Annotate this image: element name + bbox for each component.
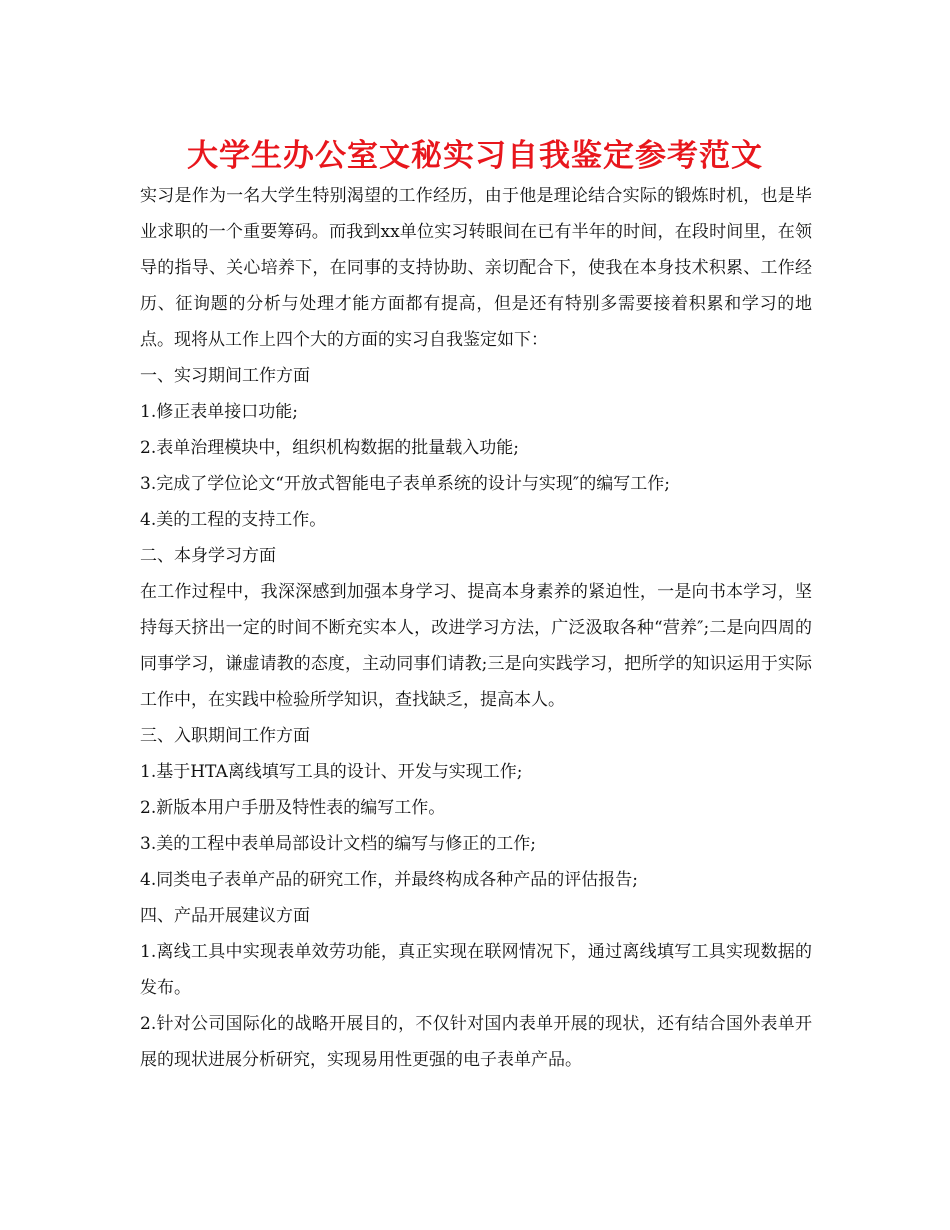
body-paragraph: 在工作过程中，我深深感到加强本身学习、提高本身素养的紧迫性，一是向书本学习，坚持每天挤出一定的时间不断充实本人，改进学习方法，广泛汲取各种“营养″;二是向四周的同事学习，谦虚请教的态度，主动同事们请教;三是向实践学习，把所学的知识运用于实际工作中，在实践中检验所学知识，查找缺乏，提高本人。 xyxy=(140,582,812,710)
section-heading-4: 四、产品开展建议方面 xyxy=(140,906,310,926)
list-item: 1.基于HTA离线填写工具的设计、开发与实现工作; xyxy=(140,762,523,782)
intro-paragraph: 实习是作为一名大学生特别渴望的工作经历，由于他是理论结合实际的锻炼时机，也是毕业求职的一个重要筹码。而我到xx单位实习转眼间在已有半年的时间，在段时间里，在领导的指导、关心培养下，在同事的支持协助、亲切配合下，使我在本身技术积累、工作经历、征询题的分析与处理才能方面都有提高，但是还有特别多需要接着积累和学习的地点。现将从工作上四个大的方面的实习自我鉴定如下： xyxy=(140,186,812,350)
document-title: 大学生办公室文秘实习自我鉴定参考范文 xyxy=(187,138,763,174)
list-item: 4.同类电子表单产品的研究工作，并最终构成各种产品的评估报告; xyxy=(140,870,638,890)
list-item: 2.新版本用户手册及特性表的编写工作。 xyxy=(140,798,446,818)
list-item: 2.表单治理模块中，组织机构数据的批量载入功能; xyxy=(140,438,519,458)
list-item: 1.修正表单接口功能; xyxy=(140,402,298,422)
list-item: 4.美的工程的支持工作。 xyxy=(140,510,327,530)
list-item: 3.美的工程中表单局部设计文档的编写与修正的工作; xyxy=(140,834,536,854)
section-heading-2: 二、本身学习方面 xyxy=(140,546,276,566)
section-heading-1: 一、实习期间工作方面 xyxy=(140,366,310,386)
list-item: 2.针对公司国际化的战略开展目的，不仅针对国内表单开展的现状，还有结合国外表单开展的现状进展分析研究，实现易用性更强的电子表单产品。 xyxy=(140,1014,812,1070)
list-item: 3.完成了学位论文“开放式智能电子表单系统的设计与实现″的编写工作; xyxy=(140,474,670,494)
section-heading-3: 三、入职期间工作方面 xyxy=(140,726,310,746)
document-body xyxy=(140,178,812,1078)
list-item: 1.离线工具中实现表单效劳功能，真正实现在联网情况下，通过离线填写工具实现数据的发布。 xyxy=(140,942,812,998)
